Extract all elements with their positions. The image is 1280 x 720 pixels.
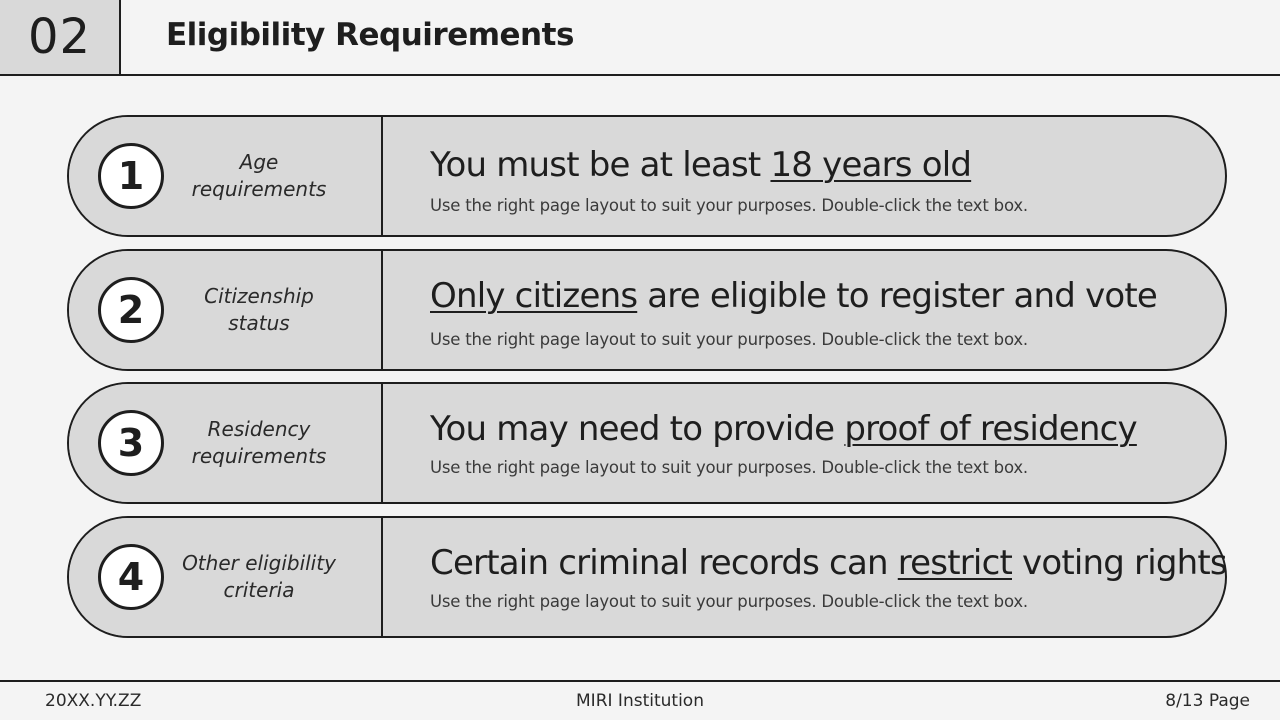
row-divider: [381, 117, 383, 235]
footer-page-number: 8/13 Page: [1165, 691, 1250, 711]
headline-emphasis: 18 years old: [770, 145, 972, 185]
requirement-category-label: [179, 283, 339, 337]
requirement-row-2: [67, 249, 1227, 371]
requirement-category-label: [179, 550, 339, 604]
requirement-row-3: [67, 382, 1227, 504]
slide-footer: [0, 680, 1280, 720]
requirement-category-label: [179, 149, 339, 203]
headline-emphasis: Only citizens: [430, 276, 638, 316]
requirement-description: Use the right page layout to suit your purposes. Double-click the text box.: [430, 458, 1028, 477]
requirement-headline: [430, 145, 971, 185]
headline-text: You may need to provide: [430, 409, 845, 449]
number-badge: 4: [98, 544, 164, 610]
label-line: requirements: [191, 177, 327, 201]
number-badge: 2: [98, 277, 164, 343]
label-line: Age: [239, 150, 279, 174]
label-line: Residency: [207, 417, 311, 441]
requirement-category-label: [179, 416, 339, 470]
number-badge: 3: [98, 410, 164, 476]
section-number: 02: [0, 0, 121, 74]
headline-text: are eligible to register and vote: [637, 276, 1158, 316]
requirement-description: Use the right page layout to suit your purposes. Double-click the text box.: [430, 330, 1028, 349]
label-line: Other eligibility: [182, 551, 336, 575]
label-line: status: [228, 311, 290, 335]
headline-emphasis: restrict: [897, 543, 1012, 583]
footer-organization: MIRI Institution: [576, 691, 704, 711]
row-divider: [381, 518, 383, 636]
number-badge: 1: [98, 143, 164, 209]
requirement-row-1: [67, 115, 1227, 237]
requirement-headline: [430, 409, 1137, 449]
requirement-description: Use the right page layout to suit your purposes. Double-click the text box.: [430, 592, 1028, 611]
slide-title: Eligibility Requirements: [166, 17, 574, 53]
label-line: Citizenship: [204, 284, 314, 308]
slide-header: [0, 0, 1280, 76]
row-divider: [381, 384, 383, 502]
requirement-description: Use the right page layout to suit your purposes. Double-click the text box.: [430, 196, 1028, 215]
row-divider: [381, 251, 383, 369]
label-line: requirements: [191, 444, 327, 468]
requirement-headline: [430, 543, 1227, 583]
headline-text: Certain criminal records can: [430, 543, 898, 583]
requirement-row-4: [67, 516, 1227, 638]
label-line: criteria: [223, 578, 295, 602]
headline-text: You must be at least: [430, 145, 771, 185]
footer-date: 20XX.YY.ZZ: [45, 691, 142, 711]
headline-text: voting rights: [1012, 543, 1227, 583]
requirement-headline: [430, 276, 1157, 316]
headline-emphasis: proof of residency: [844, 409, 1137, 449]
